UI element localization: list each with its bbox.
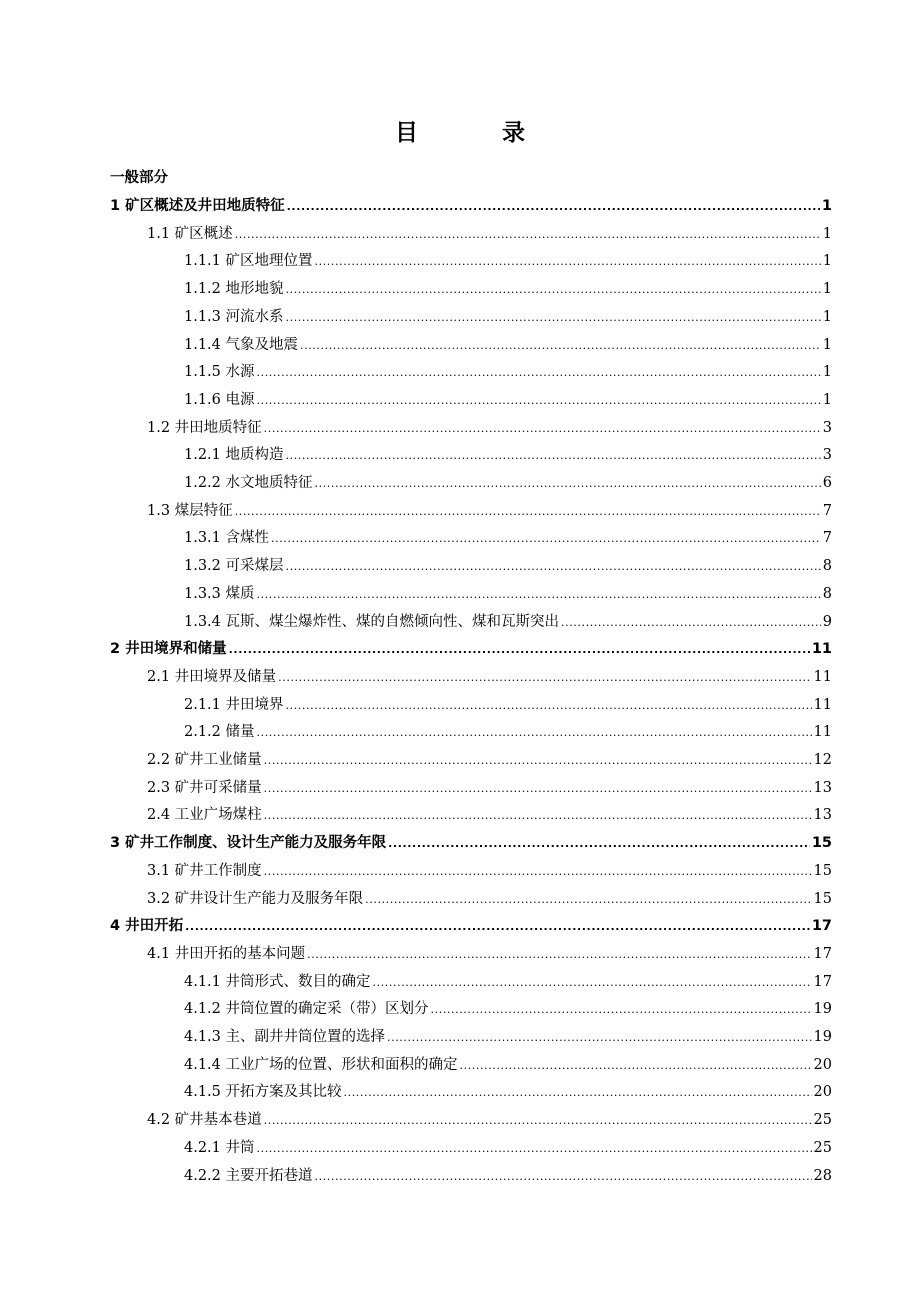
toc-entry-label: 4.2 矿井基本巷道 [147,1112,262,1129]
toc-dot-leader [387,1027,812,1049]
toc-entry[interactable] [184,1137,832,1159]
toc-dot-leader [264,1110,812,1132]
toc-entry[interactable] [184,1026,832,1048]
toc-dot-leader [373,972,812,994]
toc-entry-page: 1 [822,253,832,270]
toc-entry-label: 1.1 矿区概述 [147,225,233,242]
toc-entry-page: 6 [822,475,832,491]
toc-entry[interactable] [184,1165,832,1187]
toc-entry[interactable] [147,666,832,688]
page-title: 目 录 [394,120,563,146]
toc-dot-leader [286,445,821,467]
toc-entry-label: 2.3 矿井可采储量 [147,779,262,796]
toc-dot-leader [388,833,810,855]
toc-entry[interactable] [110,915,832,937]
toc-entry-page: 17 [813,973,832,990]
toc-entry-page: 15 [813,862,832,879]
toc-entry-label: 3.1 矿井工作制度 [147,862,262,879]
toc-entry[interactable] [184,444,832,466]
toc-entry[interactable] [184,555,832,577]
toc-entry-label: 1.3.2 可采煤层 [184,558,284,575]
toc-entry[interactable] [110,195,832,217]
toc-entry-page: 11 [813,696,832,713]
toc-dot-leader [286,307,821,329]
toc-dot-leader [307,944,811,966]
toc-entry[interactable] [184,250,832,272]
toc-entry-page: 1 [821,198,832,214]
toc-entry-page: 1 [822,364,832,381]
toc-entry[interactable] [184,1081,832,1103]
toc-dot-leader [300,335,821,357]
toc-entry-page: 3 [822,419,832,436]
toc-dot-leader [278,667,811,689]
toc-entry[interactable] [147,223,832,245]
toc-entry-page: 7 [822,530,832,547]
toc-dot-leader [315,1166,812,1188]
toc-entry[interactable] [184,721,832,743]
toc-entry[interactable] [184,334,832,356]
toc-entry-label: 2.4 工业广场煤柱 [147,807,262,824]
toc-entry[interactable] [184,472,832,494]
toc-entry[interactable] [147,500,832,522]
toc-entry-page: 1 [822,308,832,325]
toc-entry[interactable] [110,832,832,854]
toc-entry[interactable] [184,694,832,716]
toc-dot-leader [264,805,812,827]
toc-entry[interactable] [184,389,832,411]
toc-entry-label: 1.1.5 水源 [184,364,255,381]
toc-dot-leader [286,556,821,578]
toc-entry-page: 8 [822,558,832,575]
toc-entry-page: 25 [813,1139,832,1156]
toc-entry-page: 12 [813,752,832,768]
toc-entry-page: 1 [822,281,832,298]
toc-entry-page: 13 [813,807,832,824]
toc-entry[interactable] [184,361,832,383]
toc-entry-page: 20 [813,1084,832,1101]
toc-dot-leader [264,750,812,772]
toc-entry-page: 1 [822,391,832,408]
toc-entry-label: 1.1.3 河流水系 [184,308,284,325]
toc-entry-label: 4.1.3 主、副井井筒位置的选择 [184,1029,386,1045]
toc-entry-label: 2.2 矿井工业储量 [147,752,262,768]
toc-entry[interactable] [147,943,832,965]
toc-dot-leader [287,196,820,218]
toc-entry-label: 1.1.4 气象及地震 [184,336,299,353]
toc-entry-page: 17 [813,945,832,962]
toc-dot-leader [315,473,821,495]
toc-entry-label: 1.1.2 地形地貌 [184,281,284,298]
toc-entry-page: 17 [811,918,832,935]
toc-entry[interactable] [184,971,832,993]
toc-entry-label: 1.3.4 瓦斯、煤尘爆炸性、煤的自燃倾向性、煤和瓦斯突出 [184,613,560,630]
toc-entry[interactable] [147,777,832,799]
toc-entry-page: 28 [813,1167,832,1184]
toc-entry-page: 19 [813,1029,832,1045]
toc-entry-label: 1.1.6 电源 [184,391,255,408]
toc-entry[interactable] [110,638,832,660]
toc-dot-leader [264,418,821,440]
toc-entry-page: 15 [811,835,832,852]
toc-entry-label: 2.1 井田境界及储量 [147,668,277,685]
toc-entry-label: 4.1.5 开拓方案及其比较 [184,1084,342,1101]
toc-entry-label: 1.2 井田地质特征 [147,419,262,436]
toc-entry-label: 1.2.1 地质构造 [184,447,284,464]
toc-dot-leader [257,390,821,412]
toc-entry[interactable] [147,749,832,771]
toc-entry[interactable] [184,306,832,328]
toc-dot-leader [235,224,821,246]
toc-entry-page: 25 [813,1112,832,1129]
toc-entry[interactable] [184,611,832,633]
toc-dot-leader [257,362,821,384]
toc-dot-leader [235,501,821,523]
toc-dot-leader [271,528,821,550]
toc-entry-label: 2.1.1 井田境界 [184,696,284,713]
toc-entry[interactable] [184,998,832,1020]
toc-entry[interactable] [147,417,832,439]
toc-entry[interactable] [147,804,832,826]
toc-entry[interactable] [184,527,832,549]
toc-entry-page: 1 [822,336,832,353]
toc-dot-leader [561,612,821,634]
toc-dot-leader [257,584,821,606]
toc-dot-leader [365,889,811,911]
section-heading-general: 一般部分 [110,170,168,186]
toc-dot-leader [257,1138,812,1160]
toc-dot-leader [185,916,810,938]
toc-entry-label: 4.1 井田开拓的基本问题 [147,945,306,962]
toc-entry[interactable] [184,278,832,300]
toc-entry-label: 1.1.1 矿区地理位置 [184,253,313,270]
toc-dot-leader [229,639,810,661]
toc-entry-page: 3 [822,447,832,464]
toc-entry[interactable] [184,1054,832,1076]
toc-entry-label: 3.2 矿井设计生产能力及服务年限 [147,890,364,907]
toc-dot-leader [344,1082,812,1104]
toc-entry-label: 4.2.2 主要开拓巷道 [184,1167,313,1184]
toc-dot-leader [315,251,821,273]
toc-entry-page: 7 [822,502,832,519]
toc-entry-page: 20 [813,1056,832,1073]
toc-dot-leader [257,722,812,744]
toc-entry-page: 11 [813,724,832,741]
toc-entry-label: 1 矿区概述及井田地质特征 [110,198,285,214]
toc-entry-label: 1.3 煤层特征 [147,502,233,519]
toc-entry-label: 1.3.1 含煤性 [184,530,270,547]
toc-entry-label: 3 矿井工作制度、设计生产能力及服务年限 [110,835,387,852]
toc-entry-label: 1.2.2 水文地质特征 [184,475,313,491]
toc-entry-label: 1.3.3 煤质 [184,585,255,602]
toc-entry-label: 4.1.2 井筒位置的确定采（带）区划分 [184,1001,429,1018]
toc-entry-label: 4.2.1 井筒 [184,1139,255,1156]
toc-dot-leader [264,778,812,800]
toc-dot-leader [264,861,812,883]
toc-entry[interactable] [184,583,832,605]
toc-entry-page: 1 [822,225,832,242]
toc-dot-leader [286,695,812,717]
toc-dot-leader [460,1055,812,1077]
toc-entry-page: 11 [813,668,832,685]
toc-entry[interactable] [147,860,832,882]
toc-entry-page: 19 [813,1001,832,1018]
toc-entry[interactable] [147,888,832,910]
toc-entry-label: 4.1.4 工业广场的位置、形状和面积的确定 [184,1056,458,1073]
toc-entry-page: 13 [813,779,832,796]
toc-entry-label: 2.1.2 储量 [184,724,255,741]
toc-entry-page: 9 [822,613,832,630]
toc-entry-page: 8 [822,585,832,602]
toc-entry-label: 4.1.1 井筒形式、数目的确定 [184,973,371,990]
toc-entry-page: 15 [813,890,832,907]
toc-entry-page: 11 [811,641,832,658]
toc-entry-label: 2 井田境界和储量 [110,641,227,658]
toc-entry-label: 4 井田开拓 [110,918,184,935]
toc-dot-leader [431,999,812,1021]
toc-entry[interactable] [147,1109,832,1131]
toc-dot-leader [286,279,821,301]
